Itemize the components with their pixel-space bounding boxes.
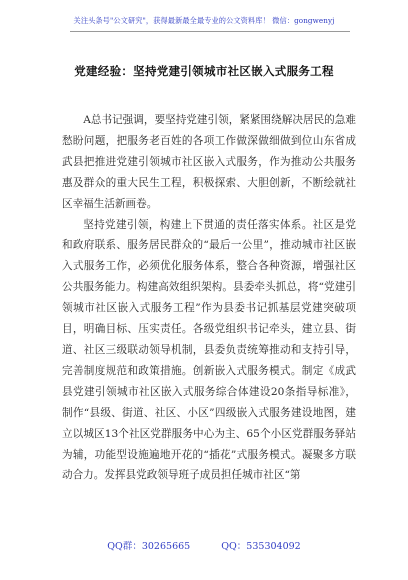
footer-qq-number: QQ：535304092 [221, 541, 301, 552]
footer-qq-group: QQ群：30265665 [107, 541, 191, 552]
paragraph-2: 坚持党建引领，构建上下贯通的责任落实体系。社区是党和政府联系、服务居民群众的“最后一公里”，推动城市社区嵌入式服务工作，必须优化服务体系，整合各种资源，增强社区公共服务能力。构建高效组织架构。县委牵头抓总，将“党建引领城市社区嵌入式服务工程”作为县委书记抓基层党建突破项目，明确目标、压实责任。各级党组织书记牵头，建立县、街道、社区三级联动领导机制，县委负责统筹推动和支持引导，完善制度规范和政策措施。创新嵌入式服务模式。制定《成武县党建引领城市社区嵌入式服务综合体建设20条指导标准》，制作“县级、街道、社区、小区”四级嵌入式服务建设地图，建立以城区13个社区党群服务中心为主、65个小区党群服务驿站为辅，功能型设施遍地开花的“插花”式服务模式。凝聚多方联动合力。发挥县党政领导班子成员担任城市社区“第 [62, 218, 356, 482]
document-body [62, 110, 356, 486]
header-divider [70, 31, 350, 32]
paragraph-1: A总书记强调，要坚持党建引领，紧紧围绕解决居民的急难愁盼问题，把服务老百姓的各项工作做深做细做到位山东省成武县把推进党建引领城市社区嵌入式服务，作为推动公共服务惠及群众的重大民生工程，积极探索、大胆创新，不断绘就社区幸福生活新画卷。 [62, 114, 356, 210]
header-notice: 关注头条号"公文研究"，获得最新最全最专业的公文资料库！ 微信：gongwenyj [73, 16, 335, 25]
footer-contact [0, 538, 408, 552]
document-title: 党建经验：坚持党建引领城市社区嵌入式服务工程 [74, 64, 334, 78]
